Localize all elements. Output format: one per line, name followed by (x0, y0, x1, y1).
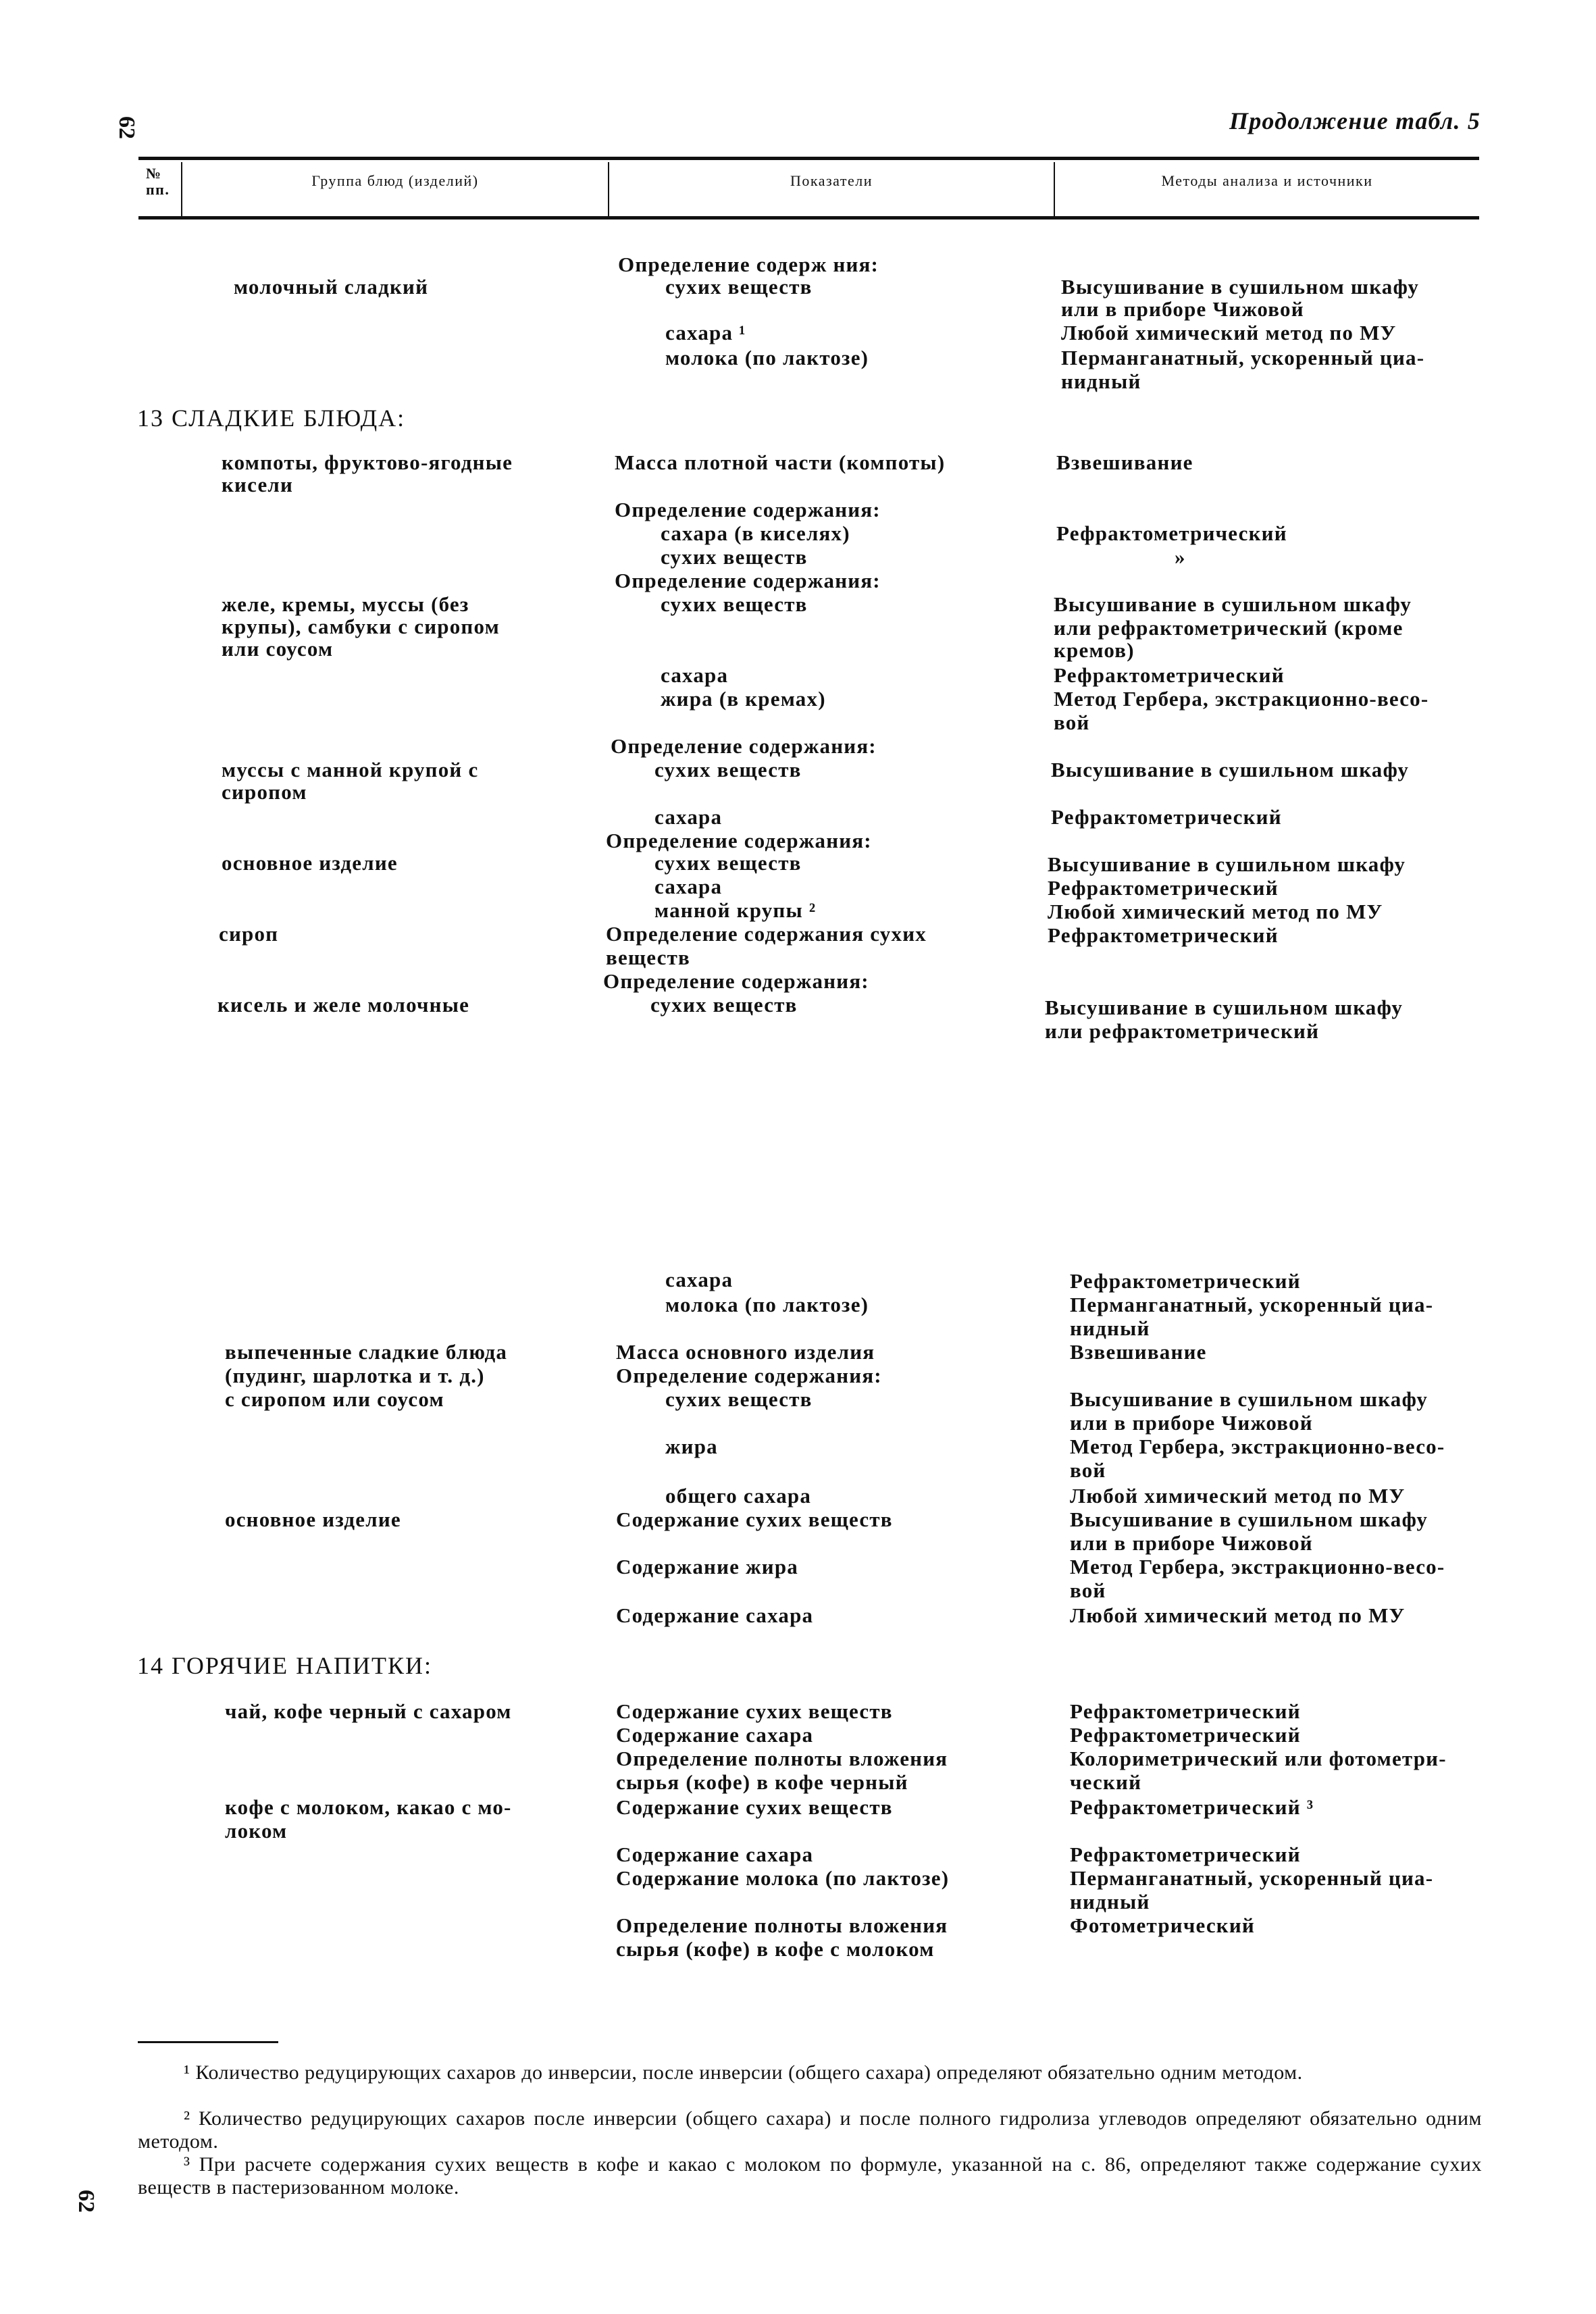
footnote-3: ³ При расчете содержания сухих веществ в кофе и какао с молоком по формуле, указанной на с. 86, определяют также содержание сухих веществ в пастеризованном молоке. (138, 2153, 1482, 2199)
indicator-line: Содержание сухих веществ (616, 1795, 893, 1819)
footnote-rule (138, 2041, 278, 2043)
method-line: Высушивание в сушильном шкафу (1070, 1387, 1428, 1411)
indicator-line: молока (по лактозе) (665, 1293, 869, 1316)
method-line: вой (1070, 1458, 1106, 1482)
indicator-line: сухих веществ (661, 592, 808, 616)
method-line: Высушивание в сушильном шкафу (1048, 852, 1406, 876)
dish-group-line: кисель и желе молочные (217, 993, 470, 1017)
dish-group-line: сиропом (222, 780, 307, 804)
method-line: нидный (1070, 1316, 1150, 1340)
indicator-line: Определение содержания: (606, 829, 872, 852)
method-line: Любой химический метод по МУ (1048, 900, 1383, 923)
method-line: кремов) (1054, 638, 1135, 662)
indicator-line: сухих веществ (654, 758, 802, 781)
method-line: Рефрактометрический (1070, 1699, 1301, 1723)
table-header-rule (138, 216, 1479, 220)
method-line: Высушивание в сушильном шкафу (1061, 275, 1420, 299)
indicator-line: Определение полноты вложения (616, 1747, 948, 1770)
method-line: Метод Гербера, экстракционно-весо- (1070, 1555, 1445, 1578)
indicator-line: сахара (654, 875, 723, 898)
dish-group-line: основное изделие (225, 1508, 401, 1531)
indicator-line: сахара ¹ (665, 321, 746, 344)
method-line: Колориметрический или фотометри- (1070, 1747, 1447, 1770)
method-line: Рефрактометрический (1070, 1843, 1301, 1866)
method-line: Метод Гербера, экстракционно-весо- (1054, 687, 1429, 711)
indicator-line: Определение содержания сухих (606, 922, 927, 946)
dish-group-line: компоты, фруктово-ягодные (222, 451, 513, 474)
indicator-line: Определение содержания: (616, 1364, 882, 1387)
dish-group-line: или соусом (222, 637, 334, 661)
indicator-line: сахара (661, 663, 729, 687)
method-line: или в приборе Чижовой (1061, 297, 1304, 321)
dish-group-line: кофе с молоком, какао с мо- (225, 1795, 512, 1819)
indicator-line: Содержание сахара (616, 1603, 814, 1627)
method-line: Рефрактометрический (1054, 663, 1285, 687)
method-line: Перманганатный, ускоренный циа- (1070, 1866, 1434, 1890)
page-number-top: 62 (114, 116, 139, 139)
indicator-line: жира (665, 1435, 718, 1458)
indicator-line: сухих веществ (650, 993, 798, 1017)
indicator-line: Содержание сахара (616, 1843, 814, 1866)
dish-group-line: с сиропом или соусом (225, 1387, 444, 1411)
indicator-line: молока (по лактозе) (665, 346, 869, 369)
indicator-line: сахара (654, 805, 723, 829)
dish-group-line: локом (225, 1819, 288, 1843)
indicator-line: манной крупы ² (654, 898, 817, 922)
indicator-line: сахара (665, 1268, 733, 1291)
indicator-line: сухих веществ (654, 851, 802, 875)
page-number-bottom: 62 (74, 2190, 99, 2213)
footnote-1: ¹ Количество редуцирующих сахаров до инверсии, после инверсии (общего сахара) определяют обязательно одним методом. (184, 2061, 1303, 2084)
method-line: Рефрактометрический (1070, 1269, 1301, 1293)
header-num: № пп. (146, 165, 170, 198)
method-line: Любой химический метод по МУ (1061, 321, 1397, 344)
indicator-line: Содержание сухих веществ (616, 1699, 893, 1723)
method-line: Рефрактометрический (1048, 923, 1279, 947)
indicator-line: Масса плотной части (компоты) (615, 451, 946, 474)
method-line: Любой химический метод по МУ (1070, 1484, 1406, 1508)
indicator-line: Содержание сахара (616, 1723, 814, 1747)
method-line: ческий (1070, 1770, 1142, 1794)
method-line: Рефрактометрический (1056, 521, 1287, 545)
method-line: нидный (1070, 1890, 1150, 1913)
indicator-line: Определение содержания: (611, 734, 877, 758)
indicator-line: Определение содержания: (615, 498, 881, 521)
footnote-2: ² Количество редуцирующих сахаров после инверсии (общего сахара) и после полного гидролиза углеводов определяют обязательно одним методом. (138, 2107, 1482, 2153)
dish-group-line: желе, кремы, муссы (без (222, 592, 469, 616)
dish-group-line: чай, кофе черный с сахаром (225, 1699, 512, 1723)
method-line: или рефрактометрический (1045, 1019, 1320, 1043)
method-line: Взвешивание (1056, 451, 1193, 474)
continuation-title: Продолжение табл. 5 (1229, 107, 1481, 134)
indicator-line: Определение содержания: (603, 969, 869, 993)
header-indicators: Показатели (790, 172, 873, 189)
method-line: или рефрактометрический (кроме (1054, 616, 1404, 640)
section-heading: 13 СЛАДКИЕ БЛЮДА: (137, 405, 406, 432)
method-line: Рефрактометрический (1048, 876, 1279, 900)
indicator-line: сырья (кофе) в кофе черный (616, 1770, 908, 1794)
method-line: Высушивание в сушильном шкафу (1054, 592, 1412, 616)
method-line: вой (1054, 711, 1090, 734)
table-top-rule (138, 157, 1479, 160)
method-line: Фотометрический (1070, 1913, 1255, 1937)
dish-group-line: муссы с манной крупой с (222, 758, 479, 781)
method-line: Высушивание в сушильном шкафу (1045, 996, 1404, 1019)
dish-group-line: кисели (222, 473, 294, 496)
section-heading: 14 ГОРЯЧИЕ НАПИТКИ: (137, 1652, 433, 1679)
method-line: » (1175, 545, 1186, 569)
indicator-line: Определение содержания: (615, 569, 881, 592)
dish-group-line: (пудинг, шарлотка и т. д.) (225, 1364, 485, 1387)
indicator-line: Масса основного изделия (616, 1340, 875, 1364)
indicator-line: жира (в кремах) (661, 687, 826, 711)
dish-group-line: молочный сладкий (234, 275, 429, 299)
indicator-line: общего сахара (665, 1484, 812, 1508)
method-line: Высушивание в сушильном шкафу (1051, 758, 1410, 781)
indicator-line: Содержание сухих веществ (616, 1508, 893, 1531)
indicator-line: Содержание жира (616, 1555, 798, 1578)
indicator-line: Определение содерж ния: (618, 253, 879, 276)
method-line: Рефрактометрический (1051, 805, 1282, 829)
method-line: или в приборе Чижовой (1070, 1531, 1313, 1555)
method-line: Взвешивание (1070, 1340, 1207, 1364)
method-line: Высушивание в сушильном шкафу (1070, 1508, 1428, 1531)
method-line: Рефрактометрический ³ (1070, 1795, 1314, 1819)
indicator-line: сухих веществ (661, 545, 808, 569)
method-line: вой (1070, 1578, 1106, 1602)
dish-group-line: крупы), самбуки с сиропом (222, 615, 500, 638)
method-line: Рефрактометрический (1070, 1723, 1301, 1747)
dish-group-line: сироп (219, 922, 279, 946)
method-line: Любой химический метод по МУ (1070, 1603, 1406, 1627)
dish-group-line: основное изделие (222, 851, 398, 875)
method-line: Перманганатный, ускоренный циа- (1070, 1293, 1434, 1316)
indicator-line: Содержание молока (по лактозе) (616, 1866, 950, 1890)
indicator-line: Определение полноты вложения (616, 1913, 948, 1937)
indicator-line: сухих веществ (665, 1387, 813, 1411)
indicator-line: сахара (в киселях) (661, 521, 850, 545)
method-line: или в приборе Чижовой (1070, 1411, 1313, 1435)
indicator-line: веществ (606, 946, 690, 969)
method-line: Метод Гербера, экстракционно-весо- (1070, 1435, 1445, 1458)
dish-group-line: выпеченные сладкие блюда (225, 1340, 508, 1364)
method-line: Перманганатный, ускоренный циа- (1061, 346, 1425, 369)
method-line: нидный (1061, 369, 1141, 393)
indicator-line: сухих веществ (665, 275, 813, 299)
header-methods: Методы анализа и источники (1161, 172, 1373, 189)
indicator-line: сырья (кофе) в кофе с молоком (616, 1937, 935, 1961)
header-group: Группа блюд (изделий) (311, 172, 479, 189)
